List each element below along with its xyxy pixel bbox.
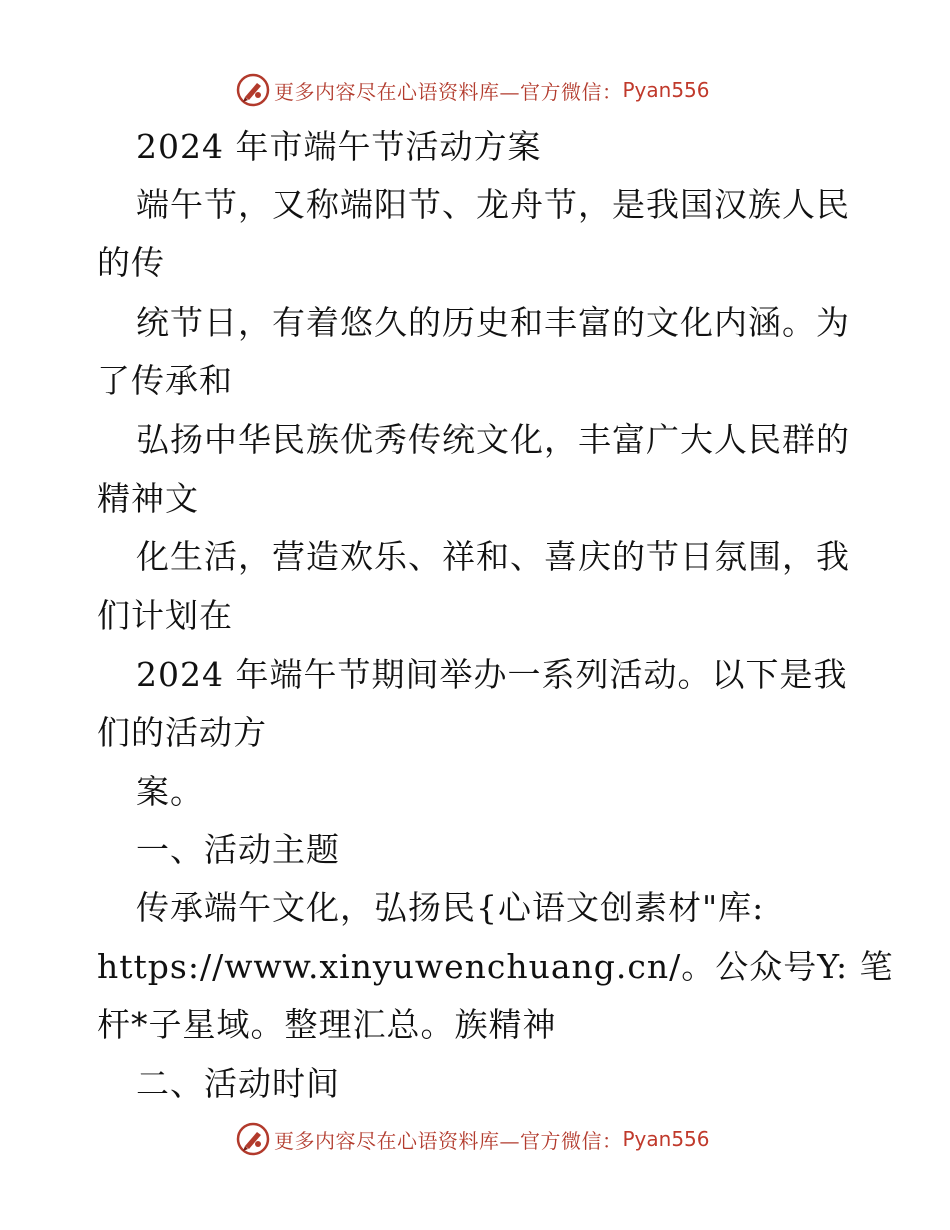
- doc-line: 案。: [136, 772, 204, 811]
- pen-logo-icon: [236, 1122, 270, 1156]
- doc-line: 的传: [97, 243, 165, 282]
- doc-line: 化生活，营造欢乐、祥和、喜庆的节日氛围，我: [136, 537, 850, 576]
- doc-line: 统节日，有着悠久的历史和丰富的文化内涵。为: [136, 303, 850, 342]
- doc-line: 传承端午文化，弘扬民{心语文创素材"库:: [136, 888, 765, 927]
- doc-line: 们的活动方: [97, 713, 267, 752]
- header-wechat-id: Pyan556: [622, 78, 710, 102]
- section-heading-time: 二、活动时间: [136, 1064, 340, 1103]
- pen-logo-icon: [236, 73, 270, 107]
- doc-line: 杆*子星域。整理汇总。族精神: [97, 1005, 557, 1044]
- footer-slogan: 更多内容尽在心语资料库—官方微信：: [274, 1128, 623, 1153]
- doc-line: 了传承和: [97, 361, 233, 400]
- doc-line-url: https://www.xinyuwenchuang.cn/。公众号Y: 笔: [97, 947, 894, 986]
- doc-line: 端午节，又称端阳节、龙舟节，是我国汉族人民: [136, 185, 850, 224]
- section-heading-theme: 一、活动主题: [136, 830, 340, 869]
- doc-line: 精神文: [97, 479, 199, 518]
- doc-line: 2024 年端午节期间举办一系列活动。以下是我: [136, 655, 848, 694]
- header-slogan: 更多内容尽在心语资料库—官方微信：: [274, 79, 623, 104]
- header-banner: [236, 72, 710, 108]
- footer-wechat-id: Pyan556: [622, 1127, 710, 1151]
- footer-banner: [236, 1121, 710, 1157]
- doc-title: 2024 年市端午节活动方案: [136, 127, 542, 166]
- doc-line: 弘扬中华民族优秀传统文化，丰富广大人民群的: [136, 420, 850, 459]
- doc-line: 们计划在: [97, 596, 233, 635]
